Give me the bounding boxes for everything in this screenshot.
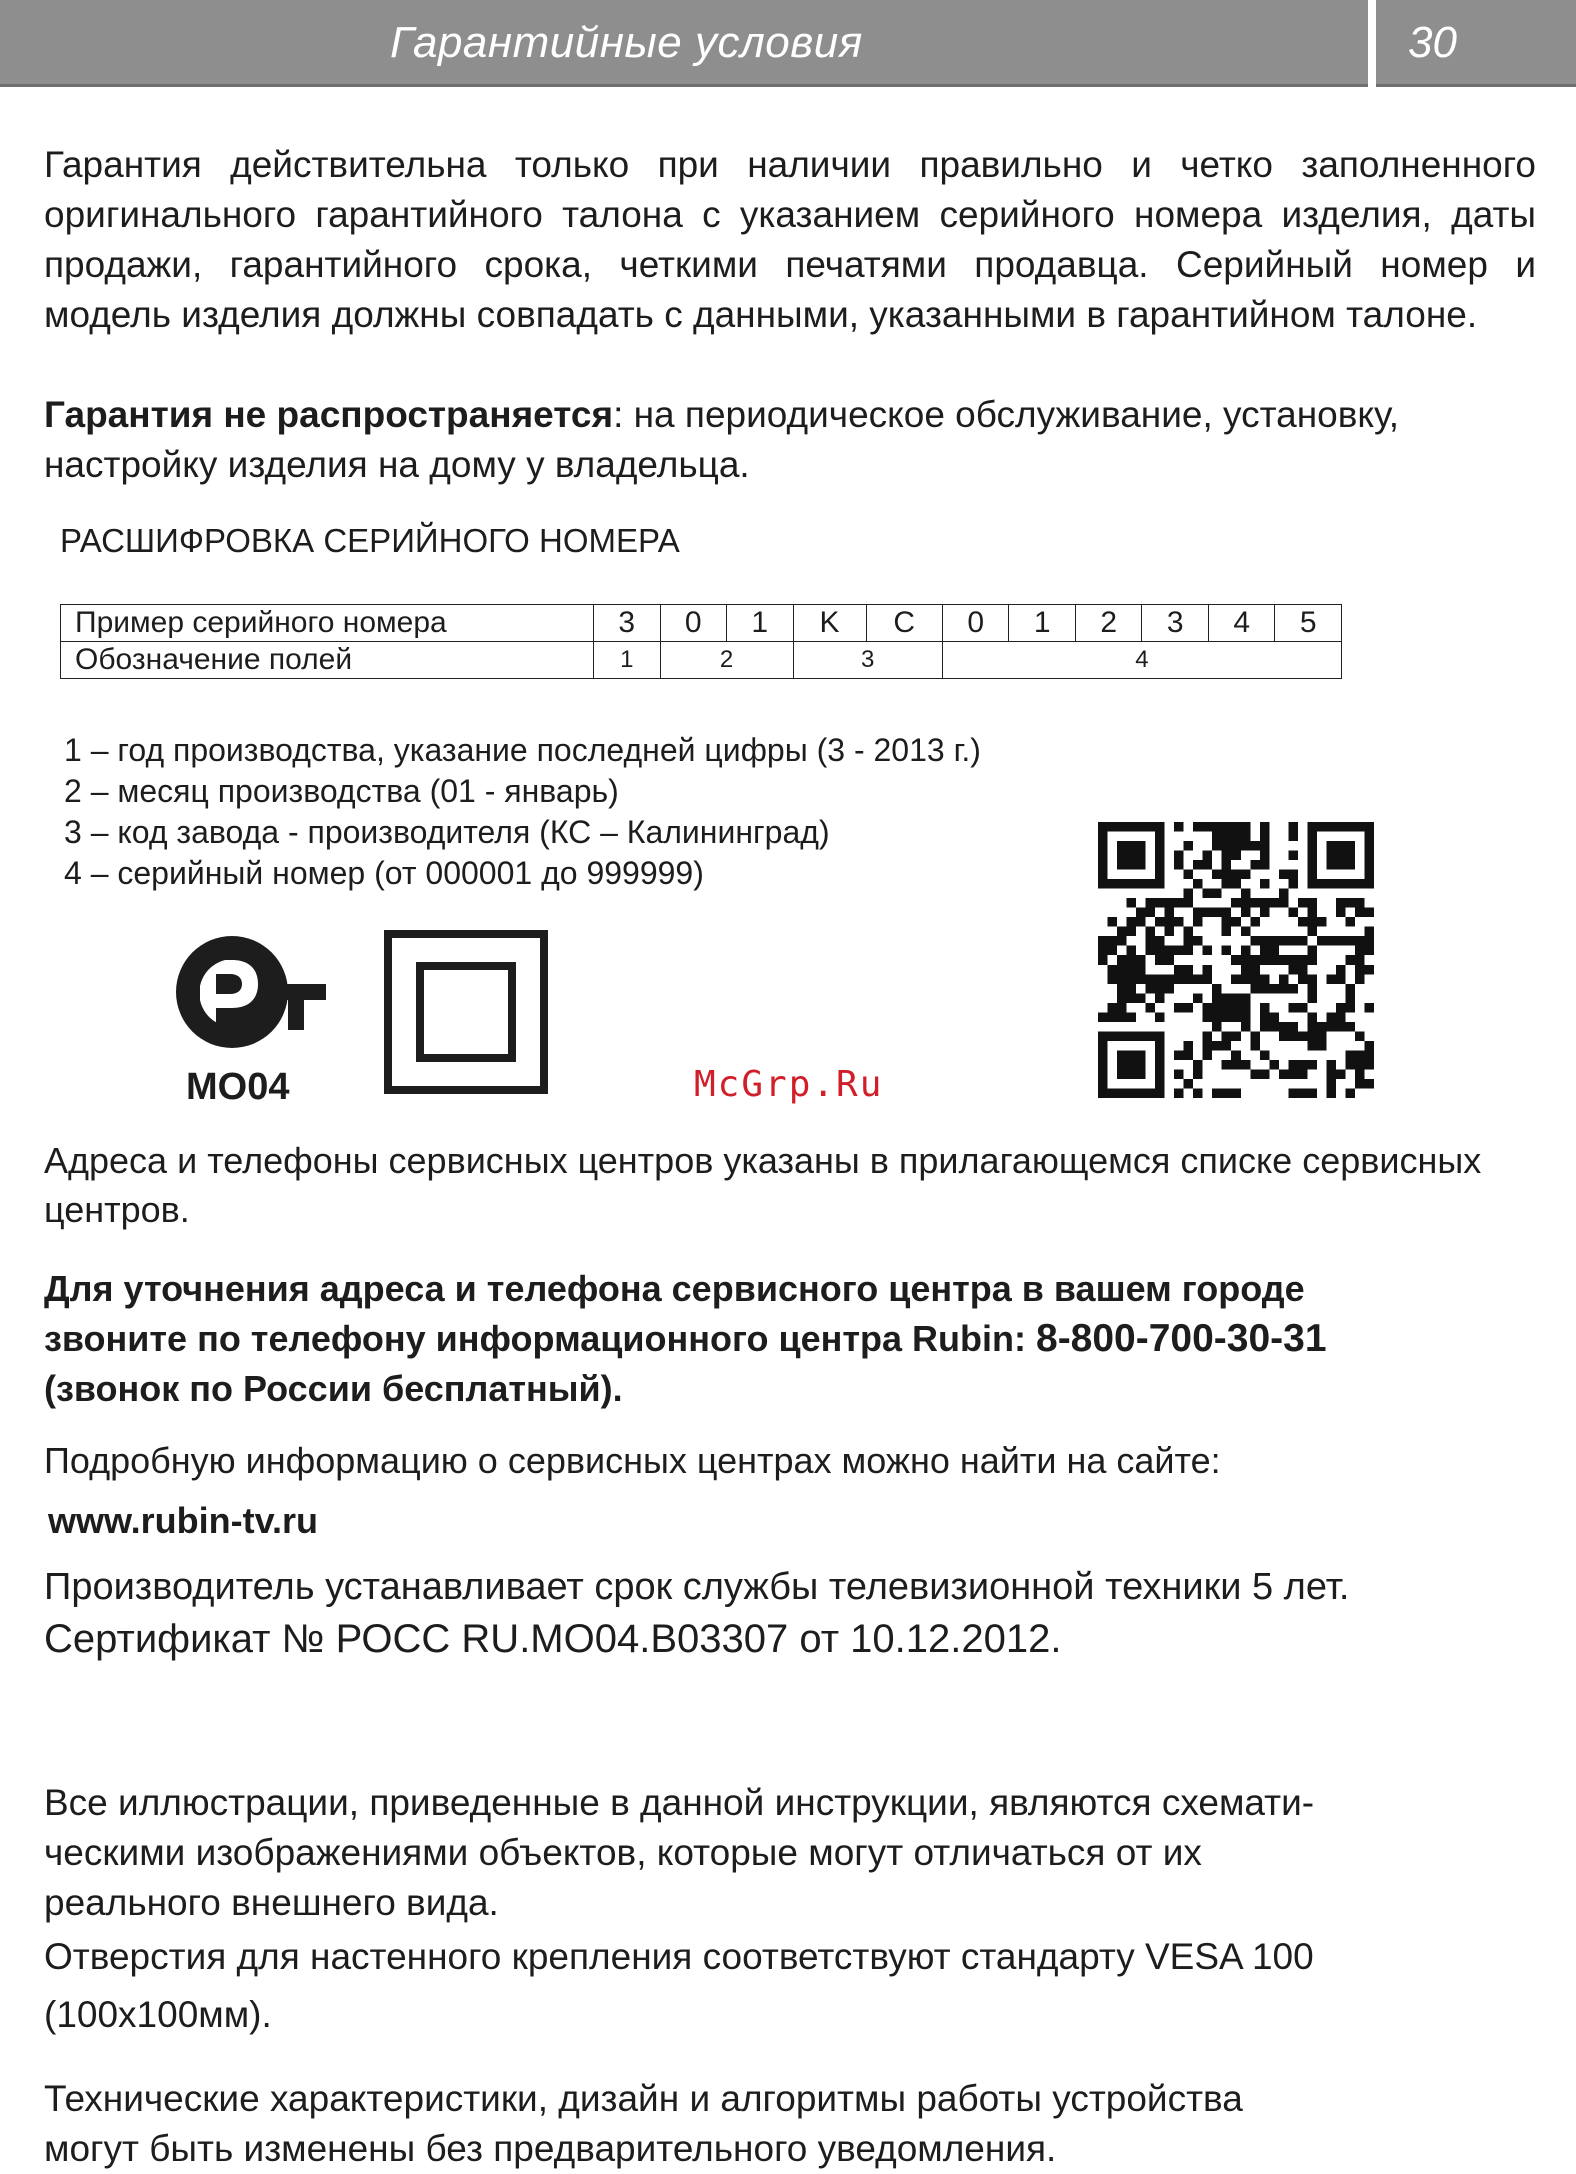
hotline-line1: Для уточнения адреса и телефона сервисного центра в вашем городе <box>44 1268 1305 1309</box>
serial-char: 0 <box>660 605 727 642</box>
serial-char: 2 <box>1075 605 1142 642</box>
serial-char: 1 <box>727 605 794 642</box>
legend-item: 1 – год производства, указание последней цифры (3 - 2013 г.) <box>64 732 981 768</box>
specs-note <box>44 2074 1536 2174</box>
rst-code: МО04 <box>186 1066 290 1108</box>
warranty-exclusion-bold: Гарантия не распространяется <box>44 394 614 435</box>
serial-char: 3 <box>1142 605 1209 642</box>
serial-fields-label: Обозначение полей <box>61 642 594 679</box>
legend-item: 3 – код завода - производителя (КС – Калининград) <box>64 814 830 850</box>
watermark: McGrp.Ru <box>694 1064 884 1105</box>
serial-field-number: 3 <box>793 642 942 679</box>
legend-item: 2 – месяц производства (01 - январь) <box>64 773 619 809</box>
qr-code-icon <box>1098 822 1374 1098</box>
serial-field-number: 1 <box>594 642 661 679</box>
page-number-box <box>1376 0 1576 87</box>
specs-line: Технические характеристики, дизайн и алгоритмы работы устройства <box>44 2078 1243 2119</box>
hotline-line3: (звонок по России бесплатный). <box>44 1368 623 1409</box>
specs-line: могут быть изменены без предварительного уведомления. <box>44 2128 1057 2169</box>
header-bar <box>0 0 1368 87</box>
vesa-line: (100x100мм). <box>44 1994 272 2035</box>
illustrations-note <box>44 1778 1536 1928</box>
hotline-line2: звоните по телефону информационного центра Rubin: <box>44 1318 1036 1359</box>
serial-char: 1 <box>1009 605 1076 642</box>
serial-example-label: Пример серийного номера <box>61 605 594 642</box>
serial-title: РАСШИФРОВКА СЕРИЙНОГО НОМЕРА <box>60 522 680 559</box>
page-title: Гарантийные условия <box>390 18 863 67</box>
serial-char: 0 <box>942 605 1009 642</box>
vesa-note <box>44 1928 1536 2044</box>
service-hotline-text <box>44 1264 1536 1414</box>
illustrations-line: Все иллюстрации, приведенные в данной инструкции, являются схемати- <box>44 1782 1315 1823</box>
page-number: 30 <box>1408 18 1457 67</box>
serial-table <box>60 604 1342 679</box>
warranty-exclusion-rest: : на периодическое обслуживание, установку, настройку изделия на дому у владельца. <box>44 394 1400 485</box>
serial-char: 5 <box>1275 605 1342 642</box>
website-link[interactable]: www.rubin-tv.ru <box>48 1500 318 1541</box>
serial-fields-row <box>61 642 1342 679</box>
warranty-validity-text: Гарантия действительна только при наличии правильно и четко заполненного оригинального гарантийного талона с указанием серийного номера изделия, даты продажи, гарантийного срока, четкими печатями продавца. Серийный номер и модель изделия должны совпадать с данными, указанными в гарантийном талоне. <box>44 144 1536 335</box>
certificate-text: Сертификат № РОСС RU.МО04.В03307 от 10.12.2012. <box>44 1617 1062 1661</box>
vesa-line: Отверстия для настенного крепления соответствуют стандарту VESA 100 <box>44 1936 1314 1977</box>
illustrations-line: ческими изображениями объектов, которые могут отличаться от их <box>44 1832 1202 1873</box>
legend-item: 4 – серийный номер (от 000001 до 999999) <box>64 855 704 891</box>
serial-field-number: 2 <box>660 642 793 679</box>
warranty-exclusion-text <box>44 390 1536 490</box>
service-info-text: Подробную информацию о сервисных центрах можно найти на сайте: <box>44 1440 1221 1481</box>
service-addresses-text: Адреса и телефоны сервисных центров указаны в прилагающемся списке сервисных центров. <box>44 1140 1482 1230</box>
serial-char: C <box>866 605 942 642</box>
double-insulation-icon <box>384 930 548 1094</box>
illustrations-line: реального внешнего вида. <box>44 1882 499 1923</box>
service-life-text: Производитель устанавливает срок службы телевизионной техники 5 лет. <box>44 1566 1350 1608</box>
serial-char: K <box>793 605 866 642</box>
serial-field-number: 4 <box>942 642 1341 679</box>
serial-char: 3 <box>594 605 661 642</box>
serial-legend <box>64 730 981 894</box>
serial-example-row <box>61 605 1342 642</box>
serial-char: 4 <box>1208 605 1275 642</box>
hotline-phone: 8-800-700-30-31 <box>1036 1317 1327 1360</box>
